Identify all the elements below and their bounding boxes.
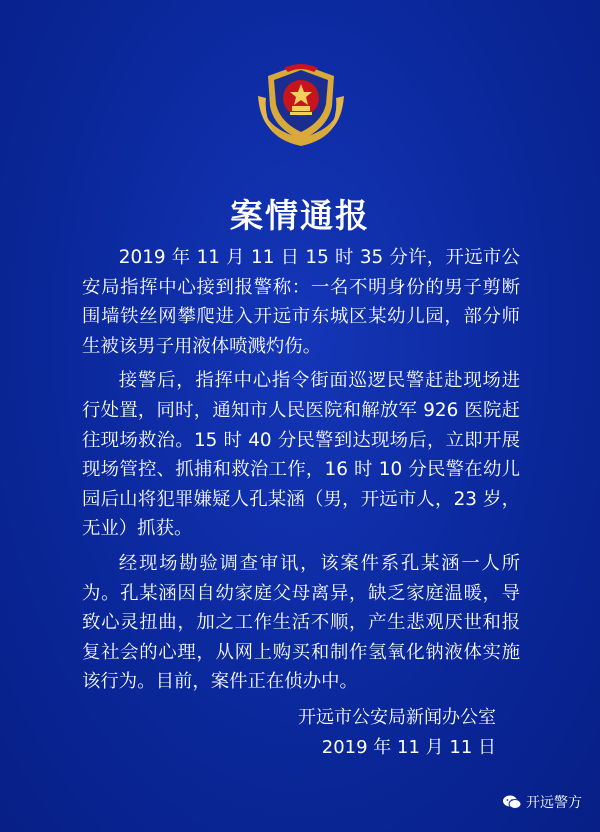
watermark bbox=[502, 792, 582, 812]
police-emblem-icon bbox=[254, 58, 348, 150]
paragraph-investigation: 经现场勘验调查审讯，该案件系孔某涵一人所为。孔某涵因自幼家庭父母离异，缺乏家庭温暖，导致心灵扭曲，加之工作生活不顺，产生悲观厌世和报复社会的心理，从网上购买和制作氢氧化钠液体实施该行为。目前，案件正在侦办中。 bbox=[82, 552, 520, 693]
paragraph-response: 接警后，指挥中心指令街面巡逻民警赶赴现场进行处置，同时，通知市人民医院和解放军 926 医院赶往现场救治。15 时 40 分民警到达现场后，立即开展现场管控、抓捕和救治工作，16 时 10 分民警在幼儿园后山将犯罪嫌疑人孔某涵（男，开远市人，23 岁，无业）抓获。 bbox=[82, 370, 520, 540]
paragraph-incident: 2019 年 11 月 11 日 15 时 35 分许，开远市公安局指挥中心接到报警称：一名不明身份的男子剪断围墙铁丝网攀爬进入开远市东城区某幼儿园，部分师生被该男子用液体喷溅灼伤。 bbox=[82, 247, 520, 357]
notice-body bbox=[82, 243, 520, 702]
wechat-icon bbox=[502, 794, 522, 810]
issuing-office: 开远市公安局新闻办公室 bbox=[298, 707, 496, 728]
issue-date: 2019 年 11 月 11 日 bbox=[321, 737, 496, 758]
watermark-text: 开远警方 bbox=[526, 795, 582, 811]
signature-block bbox=[298, 703, 496, 763]
notice-title: 案情通报 bbox=[230, 196, 370, 235]
